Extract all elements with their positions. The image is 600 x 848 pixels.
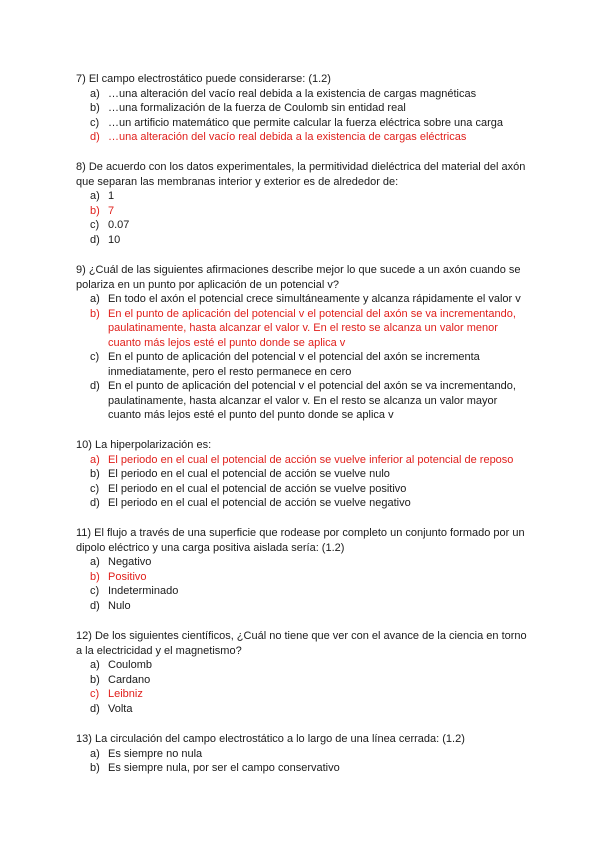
option-d: d) Nulo	[90, 599, 131, 612]
option-letter: c)	[90, 482, 100, 495]
option-d: d) Volta	[90, 702, 133, 715]
question-7	[76, 72, 536, 145]
option-letter: a)	[90, 87, 100, 100]
option-d: d) En el punto de aplicación del potencial v el potencial del axón se va incrementando, paulatinamente, hasta alcanzar el valor v. En el resto se alcanza un valor mayor cuanto más lejos esté el punto del punto donde se aplica v	[90, 380, 516, 421]
option-letter: a)	[90, 747, 100, 760]
option-letter: d)	[90, 599, 100, 612]
option-letter: c)	[90, 688, 100, 700]
question-12	[76, 629, 546, 716]
option-list	[76, 87, 536, 145]
option-b-correct: b) Positivo	[90, 570, 147, 583]
option-letter: b)	[90, 762, 100, 774]
option-letter: a)	[90, 556, 100, 568]
option-c: c) Indeterminado	[90, 585, 179, 597]
option-letter: c)	[90, 351, 100, 363]
question-stem: 13) La circulación del campo electrostático a lo largo de una línea cerrada: (1.2)	[76, 733, 465, 745]
option-c: c) 0.07	[90, 219, 130, 231]
question-13	[76, 732, 546, 776]
question-9	[76, 263, 546, 423]
question-stem: 10) La hiperpolarización es:	[76, 439, 212, 451]
option-letter: d)	[90, 380, 100, 392]
option-list	[76, 292, 546, 423]
option-letter: a)	[90, 453, 100, 466]
option-a: a) Es siempre no nula	[90, 747, 203, 760]
option-a: a) …una alteración del vacío real debida a la existencia de cargas magnéticas	[90, 87, 477, 100]
question-11	[76, 526, 546, 613]
option-c-correct: c) Leibniz	[90, 688, 143, 700]
option-b: b) …una formalización de la fuerza de Coulomb sin entidad real	[90, 102, 406, 114]
question-stem: 9) ¿Cuál de las siguientes afirmaciones describe mejor lo que sucede a un axón cuando se polariza en un punto por aplicación de un potencial v?	[76, 264, 521, 291]
option-list	[76, 747, 546, 776]
option-letter: a)	[90, 293, 100, 305]
option-list	[76, 189, 546, 247]
option-b: b) Es siempre nula, por ser el campo conservativo	[90, 762, 340, 774]
question-stem: 12) De los siguientes científicos, ¿Cuál no tiene que ver con el avance de la ciencia en torno a la electricidad y el magnetismo?	[76, 630, 527, 657]
option-a: a) 1	[90, 190, 115, 202]
question-stem: 8) De acuerdo con los datos experimentales, la permitividad dieléctrica del material del axón que separan las membranas interior y exterior es de alrededor de:	[76, 161, 526, 188]
option-b-correct: b) En el punto de aplicación del potencial v el potencial del axón se va incrementando, paulatinamente, hasta alcanzar el valor v. En el resto se alcanza un valor menor cuanto más lejos esté el punto donde se aplica v	[90, 307, 516, 349]
option-letter: d)	[90, 233, 100, 246]
option-d: d) El periodo en el cual el potencial de acción se vuelve negativo	[90, 497, 411, 509]
option-list	[76, 555, 546, 613]
option-letter: a)	[90, 190, 100, 202]
option-a: a) Negativo	[90, 556, 152, 568]
option-letter: a)	[90, 659, 100, 671]
option-letter: b)	[90, 570, 100, 583]
option-letter: c)	[90, 116, 100, 129]
option-a: a) En todo el axón el potencial crece simultáneamente y alcanza rápidamente el valor v	[90, 293, 521, 305]
option-letter: c)	[90, 219, 100, 231]
option-list	[76, 453, 546, 511]
option-d: d) 10	[90, 233, 121, 246]
option-letter: d)	[90, 497, 100, 509]
option-letter: b)	[90, 307, 100, 320]
option-letter: b)	[90, 673, 100, 686]
question-8	[76, 160, 546, 247]
option-letter: d)	[90, 702, 100, 715]
option-c: c) En el punto de aplicación del potencial v el potencial del axón se incrementa inmediatamente, pero el resto permanece en cero	[90, 351, 480, 378]
option-c: c) El periodo en el cual el potencial de acción se vuelve positivo	[90, 482, 407, 495]
option-list	[76, 658, 546, 716]
option-letter: b)	[90, 102, 100, 114]
option-b: b) El periodo en el cual el potencial de acción se vuelve nulo	[90, 468, 390, 480]
option-letter: c)	[90, 585, 100, 597]
option-letter: b)	[90, 468, 100, 480]
question-stem: 7) El campo electrostático puede considerarse: (1.2)	[76, 73, 331, 85]
option-letter: d)	[90, 131, 100, 143]
option-letter: b)	[90, 204, 100, 217]
question-stem: 11) El flujo a través de una superficie que rodease por completo un conjunto formado por un dipolo eléctrico y una carga positiva aislada sería: (1.2)	[76, 527, 525, 554]
option-a-correct: a) El periodo en el cual el potencial de acción se vuelve inferior al potencial de reposo	[90, 453, 514, 466]
option-b: b) Cardano	[90, 673, 151, 686]
option-c: c) …un artificio matemático que permite calcular la fuerza eléctrica sobre una carga	[90, 116, 503, 129]
option-d-correct: d) …una alteración del vacío real debida a la existencia de cargas eléctricas	[90, 131, 467, 143]
question-10	[76, 438, 546, 511]
option-b-correct: b) 7	[90, 204, 115, 217]
option-a: a) Coulomb	[90, 659, 153, 671]
